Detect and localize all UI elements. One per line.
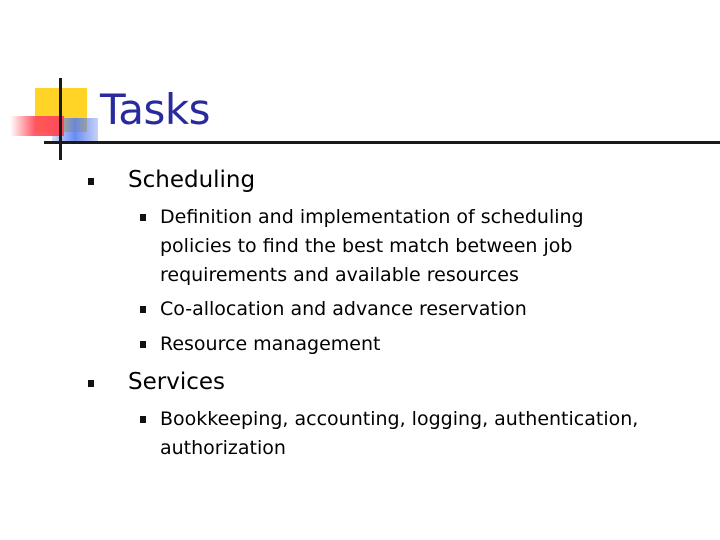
bullet-icon [88,178,94,185]
list-item-line: Definition and implementation of scheduling [160,206,584,228]
slide-title: Tasks [100,85,211,134]
bullet-icon [140,416,146,423]
list-item-line: requirements and available resources [160,264,519,286]
bullet-icon [140,214,146,221]
list-item-line: Co-allocation and advance reservation [160,298,527,320]
section-heading: Scheduling [128,167,256,193]
list-item-line: policies to find the best match between job [160,235,573,257]
list-item-line: authorization [160,437,286,459]
bullet-icon [140,341,146,348]
bullet-icon [140,306,146,313]
title-divider [44,141,720,144]
bullet-icon [88,380,94,387]
list-item-line: Bookkeeping, accounting, logging, authentication, [160,408,639,430]
list-item-line: Resource management [160,333,381,355]
section-heading: Services [128,369,225,395]
